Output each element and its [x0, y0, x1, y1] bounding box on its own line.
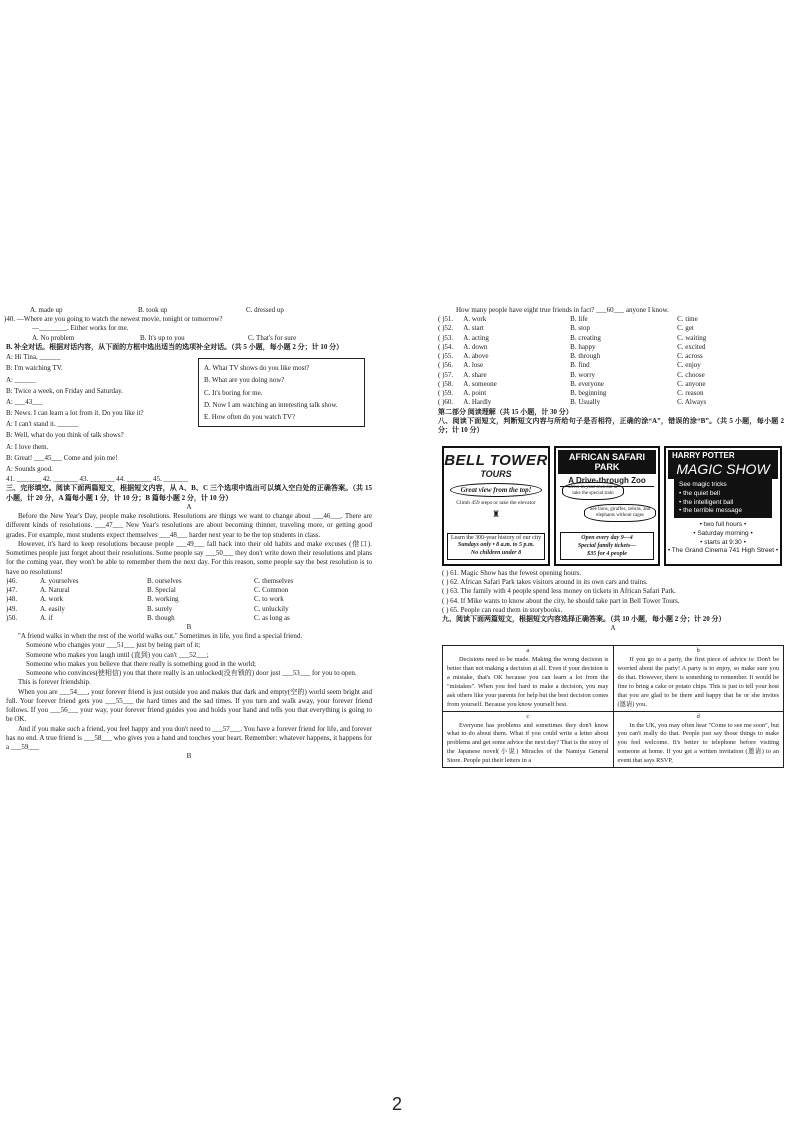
option-a: A. share	[463, 370, 487, 379]
judge-item: ( ) 61. Magic Show has the fewest opening hours.	[442, 569, 582, 577]
dialogue-line: B: I'm watching TV.	[6, 364, 63, 373]
passage-b-tail: B	[186, 752, 192, 761]
safari-bubble-animals: See lions, giraffes, zebras, and elephants without cages	[584, 504, 656, 522]
passage-b-paragraph: Someone who convinces(使相信) you that there really is an unlocked(没有锁的) door just ___53___ for you to open.	[26, 669, 357, 678]
question-number: )46.	[6, 576, 18, 585]
option-a: A. point	[463, 389, 487, 398]
safari-info	[560, 532, 654, 560]
option-row	[438, 324, 784, 333]
safari-price: $35 for 4 people	[587, 550, 627, 557]
question-number: ( )57.	[438, 370, 454, 379]
safari-park-ad	[554, 446, 660, 566]
judge-item: ( ) 65. People can read them in storybooks.	[442, 605, 563, 614]
option-row	[438, 334, 784, 343]
dialogue-line: B: Great! ___45___ Come and join me!	[6, 453, 118, 462]
option-a: A. if	[40, 613, 53, 622]
bell-tower-climb: Climb 459 steps or take the elevator	[456, 500, 536, 506]
box-option: E. How often do you watch TV?	[204, 413, 296, 422]
option-b: B. beginning	[570, 389, 607, 398]
passage-b-paragraph: When you are ___54___, your forever friend is just outside you and makes that dark and empty(空的) world seem bright and full. Your forever friend gets you ___55___ the hard times and the sad times. If you turn and walk away, your forever friend follows. If you ___56___ your way, your forever friend guides you and holds your hand and tells you that everything is going to be OK.	[6, 687, 372, 724]
option-c: C. to work	[254, 595, 284, 604]
option-a: A. yourselves	[40, 576, 79, 585]
passage-b-paragraph: Someone who makes you believe that there really is something good in the world;	[26, 659, 256, 668]
option-c: C. dressed up	[246, 306, 284, 314]
dialogue-line: A: I love them.	[6, 442, 49, 451]
page-number: 2	[391, 1094, 402, 1114]
table-row	[443, 711, 784, 768]
option-b: B. Special	[147, 586, 176, 595]
magic-feature: • the intelligent ball	[679, 498, 734, 506]
dialogue-line: B: News. I can learn a lot from it. Do you like it?	[6, 409, 144, 418]
question-number: ( )60.	[438, 398, 454, 407]
q40-question: )40. —Where are you going to watch the newest movie, tonight or tomorrow?	[4, 315, 223, 324]
dialogue-line: A: Sounds good.	[6, 465, 53, 474]
section-3-heading: 三、完形填空。阅读下面两篇短文，根据短文内容，从 A、B、C 三个选项中选出可以填入空白处的正确答案。（共 15 小题，计 20 分，A 篇每小题 1 分，计 10 分；B 篇每小题 2 分，计 10 分）	[6, 484, 372, 502]
option-c: C. That's for sure	[248, 333, 297, 342]
dialogue-area	[6, 352, 372, 475]
option-c: C. enjoy	[677, 361, 701, 370]
dialogue-line: A: ___43___	[6, 397, 43, 406]
passage-a-paragraph: However, it's hard to keep resolutions because people ___49___ fall back into their old habits and make excuses (借口). Sometimes people just forget about their resolutions. Some people say ___50___ they don't write down their resolutions and plans for the coming year, they won't be able to remember them the next day. For this reason, some people say the best resolution is to have no resolutions!	[6, 539, 372, 576]
box-option: D. Now I am watching an interesting talk show.	[204, 400, 338, 409]
safari-family-tickets: Special family tickets—	[577, 542, 637, 549]
judge-item: ( ) 62. African Safari Park takes visitors around in its own cars and trains.	[442, 578, 648, 587]
safari-subtitle: A Drive-through Zoo	[560, 476, 654, 487]
option-c: C. as long as	[254, 613, 290, 622]
option-b: B. ourselves	[147, 576, 182, 585]
option-row	[6, 586, 372, 595]
box-option: B. What are you doing now?	[204, 376, 285, 385]
option-c: C. time	[677, 315, 698, 324]
dialogue-line: A: Hi Tina, ______	[6, 353, 61, 362]
question-number: ( )56.	[438, 361, 454, 370]
safari-bubble-transport: Drive in your own car or take the special train	[562, 482, 624, 500]
safari-title: AFRICAN SAFARI PARK	[558, 450, 656, 474]
cell-label: c	[526, 712, 530, 720]
option-a: A. No problem	[32, 333, 75, 342]
option-c: C. Always	[677, 398, 707, 407]
bell-tower-times: Sundays only • 8 a.m. to 5 p.m.	[457, 542, 535, 549]
option-row	[438, 389, 784, 398]
option-row	[438, 343, 784, 352]
question-number: ( )55.	[438, 352, 454, 361]
passage-b-paragraph: "A friend walks in when the rest of the world walks out." Sometimes in life, you find a special friend.	[18, 632, 303, 641]
table-cell-a	[443, 646, 614, 712]
option-a: A. lose	[463, 361, 484, 370]
option-c: C. themselves	[254, 576, 294, 585]
question-number: ( )58.	[438, 379, 454, 388]
magic-time: • Saturday morning •	[693, 529, 753, 537]
option-b: B. though	[147, 613, 175, 622]
option-c: C. anyone	[677, 379, 706, 388]
table-row	[443, 646, 784, 712]
option-a: A. acting	[463, 333, 489, 342]
magic-show-ad	[664, 446, 782, 566]
magic-show-features	[674, 479, 772, 518]
question-number: ( )51.	[438, 315, 454, 324]
option-b: B. find	[570, 361, 590, 370]
bell-tower-subtitle: TOURS	[480, 469, 512, 479]
magic-show-header: HARRY POTTER	[668, 450, 778, 461]
dialogue-line: A: I can't stand it. ______	[6, 420, 79, 429]
q39-options	[6, 306, 372, 315]
option-b: B. took up	[138, 306, 168, 314]
option-row	[438, 352, 784, 361]
option-row	[6, 595, 372, 604]
option-a: A. easily	[40, 604, 65, 613]
dialogue-line: B: Well, what do you think of talk shows?	[6, 431, 124, 440]
dialogue-line: B: Twice a week, on Friday and Saturday.	[6, 386, 123, 395]
passage-b-options	[438, 315, 784, 407]
option-c: C. across	[677, 352, 703, 361]
passage-a-label: A	[186, 502, 192, 511]
option-a: A. made up	[30, 306, 63, 314]
option-row	[438, 361, 784, 370]
judge-section	[442, 569, 784, 634]
q40-response: —________. Either works for me.	[32, 324, 129, 333]
box-option: C. It's boring for me.	[204, 388, 263, 397]
option-b: B. Usually	[570, 398, 601, 407]
option-a: A. work	[463, 315, 487, 324]
option-row	[438, 371, 784, 380]
option-row	[6, 614, 372, 623]
magic-time: • The Grand Cinema 741 High Street •	[667, 547, 779, 555]
passage-b-paragraph: And if you make such a friend, you feel happy and you don't need to ___57___. You have a forever friend for life, and forever has no end. A true friend is ___58___ who gives you a hand and touches your heart. Remember: whatever happens, it happens for a ___59___	[6, 724, 372, 752]
left-column	[6, 306, 372, 762]
passage-b-paragraph: This is forever friendship.	[18, 678, 91, 687]
option-b: B. everyone	[570, 379, 604, 388]
table-cell-d	[613, 711, 784, 768]
part-2-heading: 第二部分 阅读理解（共 15 小题，计 30 分）	[438, 407, 573, 416]
right-column	[438, 306, 784, 435]
bell-tower-ad	[442, 446, 550, 566]
dialogue-line: A: ______	[6, 375, 36, 384]
option-row	[438, 398, 784, 407]
section-9-heading: 九、阅读下面两篇短文，根据短文内容选择正确答案。（共 10 小题，每小题 2 分；计 20 分）	[442, 615, 726, 624]
passage-a-paragraph: Before the New Year's Day, people make resolutions. Resolutions are things we want to change about ___46___. There are different kinds of resolutions. ___47___ New Year's resolutions are about becoming thinner, traveling more, or getting good grades. For example, most students expect themselves ___48___ harder next year to be the top students in class.	[6, 512, 372, 539]
cell-label: d	[696, 712, 700, 720]
cell-text: Decisions need to be made. Making the wrong decision is better than not making a decision at all. Even if your decision is a mistake, that's OK because you can learn a lot from the "mistakes". When you feel hard to make a decision, you may ask others like your parents for help but the best decision comes from yourself. Because you know yourself best.	[447, 655, 609, 708]
option-b: B. working	[147, 595, 179, 604]
magic-time: • starts at 9:30 •	[700, 538, 746, 546]
option-a: A. start	[463, 324, 484, 333]
bell-tower-slogan: Great view from the top!	[450, 483, 542, 497]
judge-item: ( ) 63. The family with 4 people spend less money on tickets in African Safari Park.	[442, 587, 676, 596]
option-a: A. above	[463, 352, 489, 361]
option-a: A. down	[463, 342, 488, 351]
cell-label: a	[526, 647, 530, 654]
magic-feature: See magic tricks	[679, 481, 727, 488]
section-8-heading: 八、阅读下面短文，判断短文内容与所给句子是否相符，正确的涂“A”，错误的涂“B”。（共 5 小题，每小题 2 分；计 10 分）	[438, 416, 784, 435]
option-b: B. through	[570, 352, 601, 361]
option-b: B. happy	[570, 342, 596, 351]
option-row	[438, 315, 784, 324]
option-c: C. choose	[677, 370, 705, 379]
option-b: B. creating	[570, 333, 601, 342]
option-c: C. waiting	[677, 333, 707, 342]
passage-b-paragraph: Someone who makes you laugh until (直到) you can't ___52___;	[26, 650, 209, 659]
option-row	[6, 605, 372, 614]
passage-a-options	[6, 577, 372, 623]
passage-b-label: B	[186, 622, 192, 631]
q40-options	[6, 334, 372, 343]
magic-feature: • the terrible message	[679, 507, 742, 515]
option-b: B. It's up to you	[140, 333, 185, 342]
option-a: A. work	[40, 595, 63, 604]
bell-tower-age-limit: No children under 8	[470, 550, 522, 557]
judge-item: ( ) 64. If Mike wants to know about the city, he should take part in Bell Tower Tours.	[442, 596, 680, 605]
option-row	[6, 577, 372, 586]
cell-text: If you go to a party, the first piece of advice is: Don't be worried about the party! A party is to enjoy, so make sure you do that. However, there is something to remember. It would be fine to bring a cake or potato chips. This is just to tell your host that you are glad to be there and happy that he or she invites (邀请) you.	[617, 655, 779, 708]
option-c: C. Common	[254, 586, 289, 595]
question-number: )49.	[6, 604, 18, 613]
passage-b-paragraph: Someone who changes your ___51___ just by being part of it;	[26, 641, 201, 650]
box-option: A. What TV shows do you like most?	[204, 364, 310, 373]
cell-label: b	[696, 647, 700, 654]
option-b: B. worry	[570, 370, 596, 379]
option-a: A. Natural	[40, 586, 70, 595]
section-9-label: A	[610, 624, 616, 633]
option-a: A. Hardly	[463, 398, 492, 407]
option-c: C. unluckily	[254, 604, 289, 613]
option-c: C. reason	[677, 389, 704, 398]
option-b: B. stop	[570, 324, 591, 333]
bell-tower-info	[447, 533, 545, 560]
option-c: C. get	[677, 324, 694, 333]
section-b-heading: B. 补全对话。根据对话内容，从下面的方框中选出适当的选项补全对话。（共 5 小题，每小题 2 分；计 10 分）	[6, 342, 344, 351]
magic-feature: • the quiet bell	[679, 489, 720, 497]
advertisements	[442, 446, 782, 566]
bell-tower-history: Learn the 300-year history of our city	[450, 534, 542, 541]
options-box	[198, 358, 365, 427]
option-row	[438, 380, 784, 389]
option-c: C. excited	[677, 342, 706, 351]
cell-text: Everyone has problems and sometimes they don't know what to do about them. What if you could write a letter about problems and get some advice the next day? That is the story of the Japanese novel(小说) Miracles of the Namiya General Store. People put their letters in a	[447, 721, 609, 765]
bell-tower-title: BELL TOWER	[444, 452, 548, 469]
safari-hours: Open every day 9—4	[581, 534, 633, 541]
question-number: ( )59.	[438, 389, 454, 398]
option-a: A. someone	[463, 379, 497, 388]
option-b: B. life	[570, 315, 588, 324]
cell-text: In the UK, you may often hear "Come to see me soon", but you can't really do that. People just say those things to make you feel welcome. It's better to telephone before visiting someone at home. If you get a written invitation (邀请) to an event that says RSVP,	[617, 721, 779, 765]
passage-b-last-line: How many people have eight true friends in fact? ___60___ anyone I know.	[456, 306, 669, 314]
table-cell-c	[443, 711, 614, 768]
magic-time: • two full hours •	[699, 521, 747, 529]
question-number: ( )52.	[438, 324, 454, 333]
question-number: )50.	[6, 613, 18, 622]
question-number: ( )54.	[438, 342, 454, 351]
option-b: B. surely	[147, 604, 173, 613]
advice-table	[442, 645, 784, 768]
magic-show-title: MAGIC SHOW	[668, 461, 778, 479]
table-cell-b	[613, 646, 784, 712]
magic-show-times	[666, 521, 780, 556]
bell-tower-icon: ♜	[491, 508, 501, 519]
question-number: ( )53.	[438, 333, 454, 342]
question-number: )48.	[6, 595, 18, 604]
answer-line: 41. _______ 42. _______ 43. _______ 44. _______ 45. _______	[6, 475, 188, 484]
question-number: )47.	[6, 586, 18, 595]
